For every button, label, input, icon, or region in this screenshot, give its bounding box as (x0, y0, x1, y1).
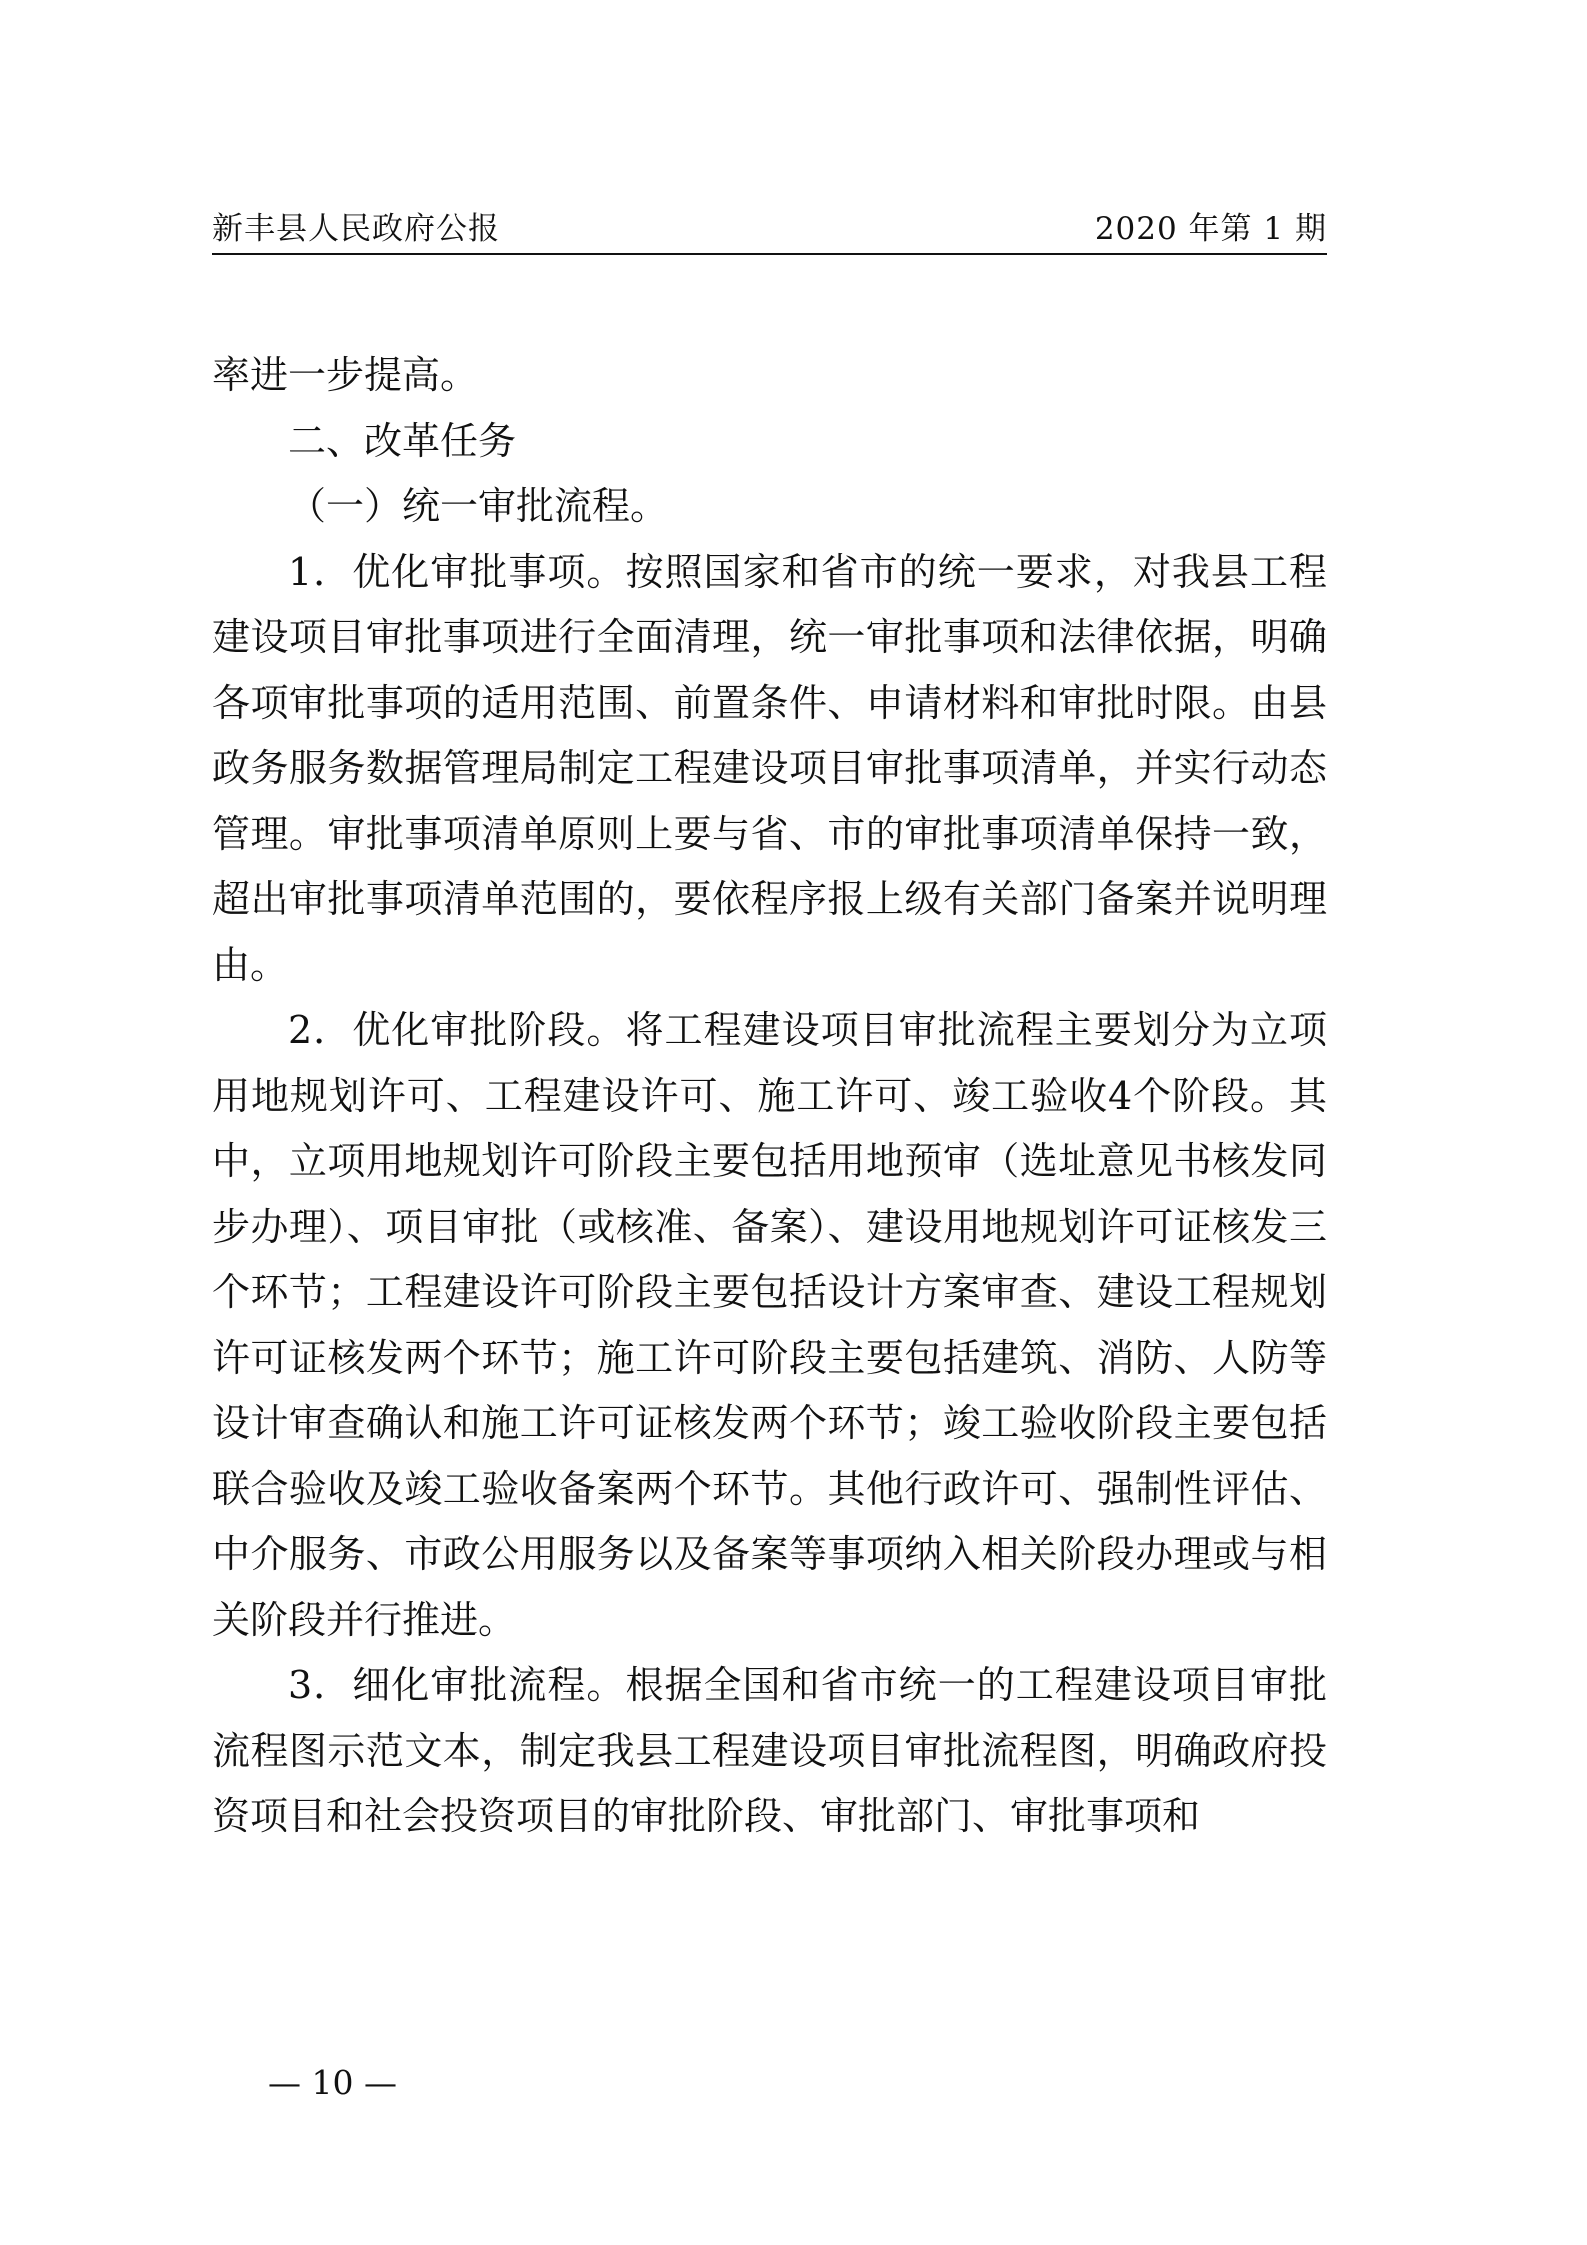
paragraph-1: 1．优化审批事项。按照国家和省市的统一要求，对我县工程建设项目审批事项进行全面清理，统一审批事项和法律依据，明确各项审批事项的适用范围、前置条件、申请材料和审批时限。由县政务服务数据管理局制定工程建设项目审批事项清单，并实行动态管理。审批事项清单原则上要与省、市的审批事项清单保持一致，超出审批事项清单范围的，要依程序报上级有关部门备案并说明理由。 (212, 549, 1327, 987)
paragraph-continuation: 率进一步提高。 (212, 353, 479, 397)
publication-title: 新丰县人民政府公报 (212, 211, 500, 247)
paragraph-3: 3．细化审批流程。根据全国和省市统一的工程建设项目审批流程图示范文本，制定我县工程建设项目审批流程图，明确政府投资项目和社会投资项目的审批阶段、审批部门、审批事项和 (212, 1663, 1327, 1838)
page-header (212, 205, 1327, 255)
section-heading: 二、改革任务 (288, 418, 517, 463)
paragraph-2: 2．优化审批阶段。将工程建设项目审批流程主要划分为立项用地规划许可、工程建设许可、施工许可、竣工验收4个阶段。其中，立项用地规划许可阶段主要包括用地预审（选址意见书核发同步办理）、项目审批（或核准、备案）、建设用地规划许可证核发三个环节；工程建设许可阶段主要包括设计方案审查、建设工程规划许可证核发两个环节；施工许可阶段主要包括建筑、消防、人防等设计审查确认和施工许可证核发两个环节；竣工验收阶段主要包括联合验收及竣工验收备案两个环节。其他行政许可、强制性评估、中介服务、市政公用服务以及备案等事项纳入相关阶段办理或与相关阶段并行推进。 (212, 1008, 1327, 1642)
page-number: — 10 — (268, 2063, 397, 2102)
issue-number: 2020 年第 1 期 (1094, 211, 1327, 247)
document-body (212, 343, 1327, 1850)
subsection-heading: （一）统一审批流程。 (288, 484, 669, 528)
